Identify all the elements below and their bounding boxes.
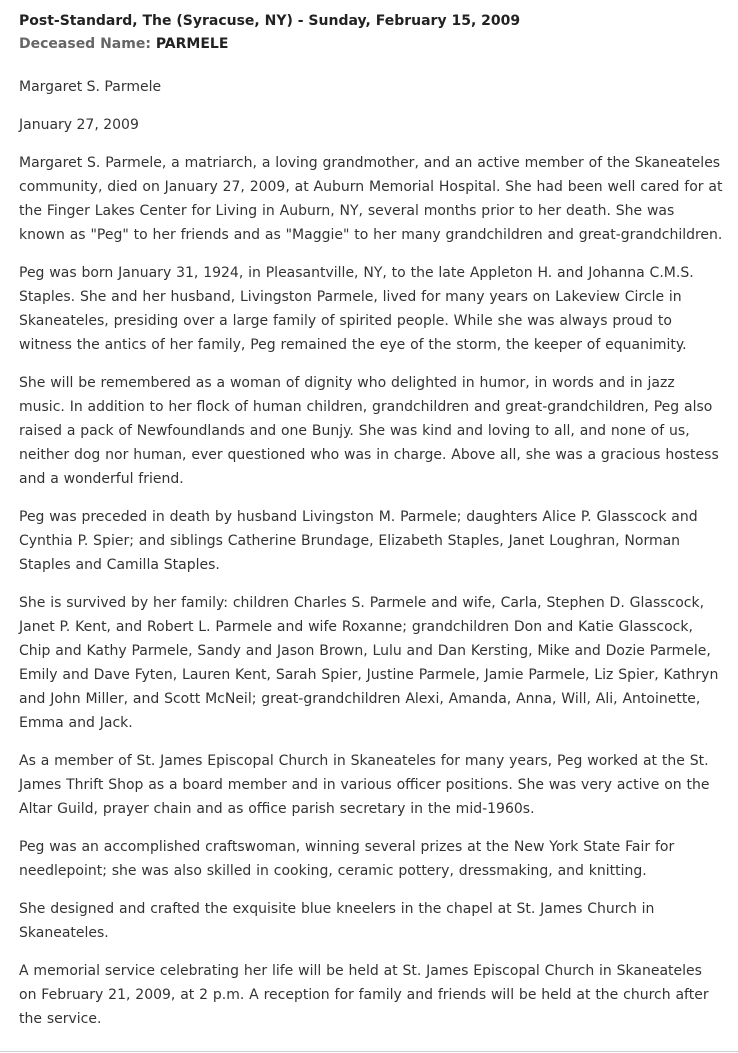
obituary-paragraph: She designed and crafted the exquisite blue kneelers in the chapel at St. James Church in Skaneateles. bbox=[19, 901, 655, 941]
deceased-name-line bbox=[19, 33, 724, 55]
deceased-name-label: Deceased Name: bbox=[19, 36, 151, 52]
obituary-paragraph: A memorial service celebrating her life will be held at St. James Episcopal Church in Skaneateles on February 21, 2009, at 2 p.m. A reception for family and friends will be held at the church after the service. bbox=[19, 963, 709, 1027]
deceased-name-value: PARMELE bbox=[155, 36, 229, 52]
obituary-paragraph: She is survived by her family: children Charles S. Parmele and wife, Carla, Stephen D. Glasscock, Janet P. Kent, and Robert L. Parmele and wife Roxanne; grandchildren Don and Katie Glasscock, Chip and Kathy Parmele, Sandy and Jason Brown, Lulu and Dan Kersting, Mike and Dozie Parmele, Emily and Dave Fyten, Lauren Kent, Sarah Spier, Justine Parmele, Jamie Parmele, Liz Spier, Kathryn and John Miller, and Scott McNeil; great-grandchildren Alexi, Amanda, Anna, Will, Ali, Antoinette, Emma and Jack. bbox=[19, 595, 719, 731]
obituary-date: January 27, 2009 bbox=[19, 117, 139, 133]
source-heading: Post-Standard, The (Syracuse, NY) - Sunday, February 15, 2009 bbox=[19, 13, 521, 29]
obituary-paragraph: Margaret S. Parmele, a matriarch, a loving grandmother, and an active member of the Skaneateles community, died on January 27, 2009, at Auburn Memorial Hospital. She had been well cared for at the Finger Lakes Center for Living in Auburn, NY, several months prior to her death. She was known as "Peg" to her friends and as "Maggie" to her many grandchildren and great-grandchildren. bbox=[19, 155, 723, 243]
obituary-paragraph: As a member of St. James Episcopal Church in Skaneateles for many years, Peg worked at the St. James Thrift Shop as a board member and in various officer positions. She was very active on the Altar Guild, prayer chain and as office parish secretary in the mid-1960s. bbox=[19, 753, 710, 817]
obituary-paragraph: Peg was preceded in death by husband Livingston M. Parmele; daughters Alice P. Glasscock and Cynthia P. Spier; and siblings Catherine Brundage, Elizabeth Staples, Janet Loughran, Norman Staples and Camilla Staples. bbox=[19, 509, 698, 573]
bottom-divider bbox=[0, 1051, 738, 1052]
obituary-paragraph: She will be remembered as a woman of dignity who delighted in humor, in words and in jazz music. In addition to her flock of human children, grandchildren and great-grandchildren, Peg also raised a pack of Newfoundlands and one Bunjy. She was kind and loving to all, and none of us, neither dog nor human, ever questioned who was in charge. Above all, she was a gracious hostess and a wonderful friend. bbox=[19, 375, 719, 487]
obituary-paragraph: Peg was an accomplished craftswoman, winning several prizes at the New York State Fair for needlepoint; she was also skilled in cooking, ceramic pottery, dressmaking, and knitting. bbox=[19, 839, 675, 879]
obituary-paragraph: Peg was born January 31, 1924, in Pleasantville, NY, to the late Appleton H. and Johanna C.M.S. Staples. She and her husband, Livingston Parmele, lived for many years on Lakeview Circle in Skaneateles, presiding over a large family of spirited people. While she was always proud to witness the antics of her family, Peg remained the eye of the storm, the keeper of equanimity. bbox=[19, 265, 694, 353]
obituary-name: Margaret S. Parmele bbox=[19, 79, 162, 95]
